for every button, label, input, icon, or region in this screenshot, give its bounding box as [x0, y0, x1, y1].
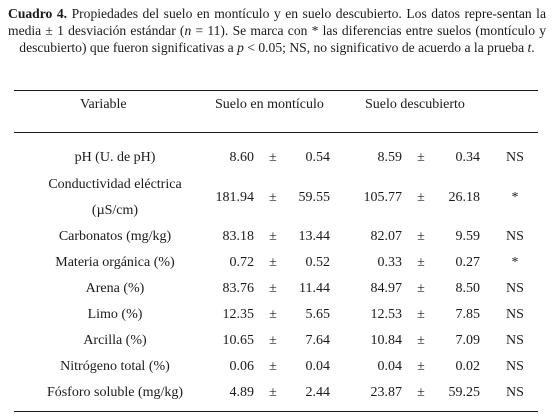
- plus-minus: ±: [417, 255, 425, 270]
- significance: *: [511, 190, 519, 205]
- significance: NS: [506, 359, 524, 374]
- bare-sd: 8.50: [455, 281, 480, 296]
- plus-minus: ±: [417, 359, 425, 374]
- plus-minus: ±: [417, 150, 425, 165]
- row-variable: Carbonatos (mg/kg): [58, 229, 172, 244]
- row-variable: Nitrógeno total (%): [60, 359, 170, 374]
- bare-mean: 8.59: [377, 150, 402, 165]
- bare-mean: 0.04: [377, 359, 402, 374]
- bare-sd: 59.25: [448, 385, 480, 400]
- significance: NS: [506, 385, 524, 400]
- caption-p-variable: p: [237, 40, 244, 55]
- plus-minus: ±: [417, 229, 425, 244]
- mound-sd: 2.44: [305, 385, 330, 400]
- bare-sd: 7.09: [455, 333, 480, 348]
- bare-mean: 10.84: [370, 333, 402, 348]
- plus-minus: ±: [269, 333, 277, 348]
- bare-sd: 0.34: [455, 150, 480, 165]
- mound-mean: 10.65: [222, 333, 254, 348]
- mound-sd: 7.64: [305, 333, 330, 348]
- plus-minus: ±: [269, 229, 277, 244]
- plus-minus: ±: [417, 281, 425, 296]
- mound-mean: 8.60: [229, 150, 254, 165]
- significance: NS: [506, 281, 524, 296]
- row-variable: Arena (%): [85, 281, 145, 296]
- plus-minus: ±: [417, 190, 425, 205]
- significance: NS: [506, 333, 524, 348]
- mound-sd: 0.54: [305, 150, 330, 165]
- mound-mean: 0.72: [229, 255, 254, 270]
- plus-minus: ±: [269, 359, 277, 374]
- caption-text-3: < 0.05; NS, no significativo de acuerdo a la prueba: [243, 40, 528, 55]
- row-variable-unit: (µS/cm): [91, 203, 139, 218]
- mound-sd: 5.65: [305, 307, 330, 322]
- plus-minus: ±: [269, 150, 277, 165]
- mound-mean: 83.76: [222, 281, 254, 296]
- mound-mean: 83.18: [222, 229, 254, 244]
- bare-sd: 26.18: [448, 190, 480, 205]
- row-variable: pH (U. de pH): [74, 150, 156, 165]
- bare-sd: 9.59: [455, 229, 480, 244]
- table-top-rule: [14, 90, 538, 91]
- plus-minus: ±: [269, 281, 277, 296]
- bare-mean: 0.33: [377, 255, 402, 270]
- mound-mean: 0.06: [229, 359, 254, 374]
- plus-minus: ±: [417, 307, 425, 322]
- bare-mean: 105.77: [363, 190, 402, 205]
- row-variable: Conductividad eléctrica: [48, 177, 182, 192]
- mound-mean: 12.35: [222, 307, 254, 322]
- mound-sd: 0.04: [305, 359, 330, 374]
- header-variable: Variable: [80, 97, 127, 112]
- header-mound-soil: Suelo en montículo: [215, 97, 324, 112]
- bare-sd: 0.02: [455, 359, 480, 374]
- significance: NS: [506, 307, 524, 322]
- table-caption: [8, 5, 546, 56]
- mound-sd: 11.44: [299, 281, 330, 296]
- bare-mean: 23.87: [370, 385, 402, 400]
- plus-minus: ±: [269, 255, 277, 270]
- mound-mean: 4.89: [229, 385, 254, 400]
- plus-minus: ±: [269, 307, 277, 322]
- significance: NS: [506, 229, 524, 244]
- mound-sd: 13.44: [298, 229, 330, 244]
- plus-minus: ±: [417, 385, 425, 400]
- significance: NS: [506, 150, 524, 165]
- row-variable: Limo (%): [87, 307, 143, 322]
- row-variable: Arcilla (%): [83, 333, 147, 348]
- caption-n-variable: n: [184, 23, 192, 38]
- caption-text-4: .: [531, 40, 535, 55]
- plus-minus: ±: [269, 385, 277, 400]
- plus-minus: ±: [269, 190, 277, 205]
- bare-mean: 82.07: [370, 229, 402, 244]
- header-bare-soil: Suelo descubierto: [365, 97, 465, 112]
- caption-t-variable: t: [527, 40, 532, 55]
- bare-sd: 0.27: [455, 255, 480, 270]
- bare-mean: 84.97: [370, 281, 402, 296]
- caption-label: Cuadro 4.: [8, 6, 68, 21]
- significance: *: [511, 255, 519, 270]
- caption-text-2: = 11). Se marca con * las diferencias entre suelos (montículo y descubierto) que fueron significativas a: [19, 23, 546, 55]
- table-header-rule: [14, 132, 538, 133]
- bare-mean: 12.53: [370, 307, 402, 322]
- mound-sd: 0.52: [305, 255, 330, 270]
- row-variable: Fósforo soluble (mg/kg): [46, 385, 184, 400]
- table-bottom-rule: [14, 411, 538, 412]
- caption-text-1: Propiedades del suelo en montículo y en suelo descubierto. Los datos repre-sentan la media ± 1 desviación estándar (: [8, 6, 546, 38]
- bare-sd: 7.85: [455, 307, 480, 322]
- mound-sd: 59.55: [298, 190, 330, 205]
- row-variable: Materia orgánica (%): [55, 255, 175, 270]
- mound-mean: 181.94: [215, 190, 254, 205]
- plus-minus: ±: [417, 333, 425, 348]
